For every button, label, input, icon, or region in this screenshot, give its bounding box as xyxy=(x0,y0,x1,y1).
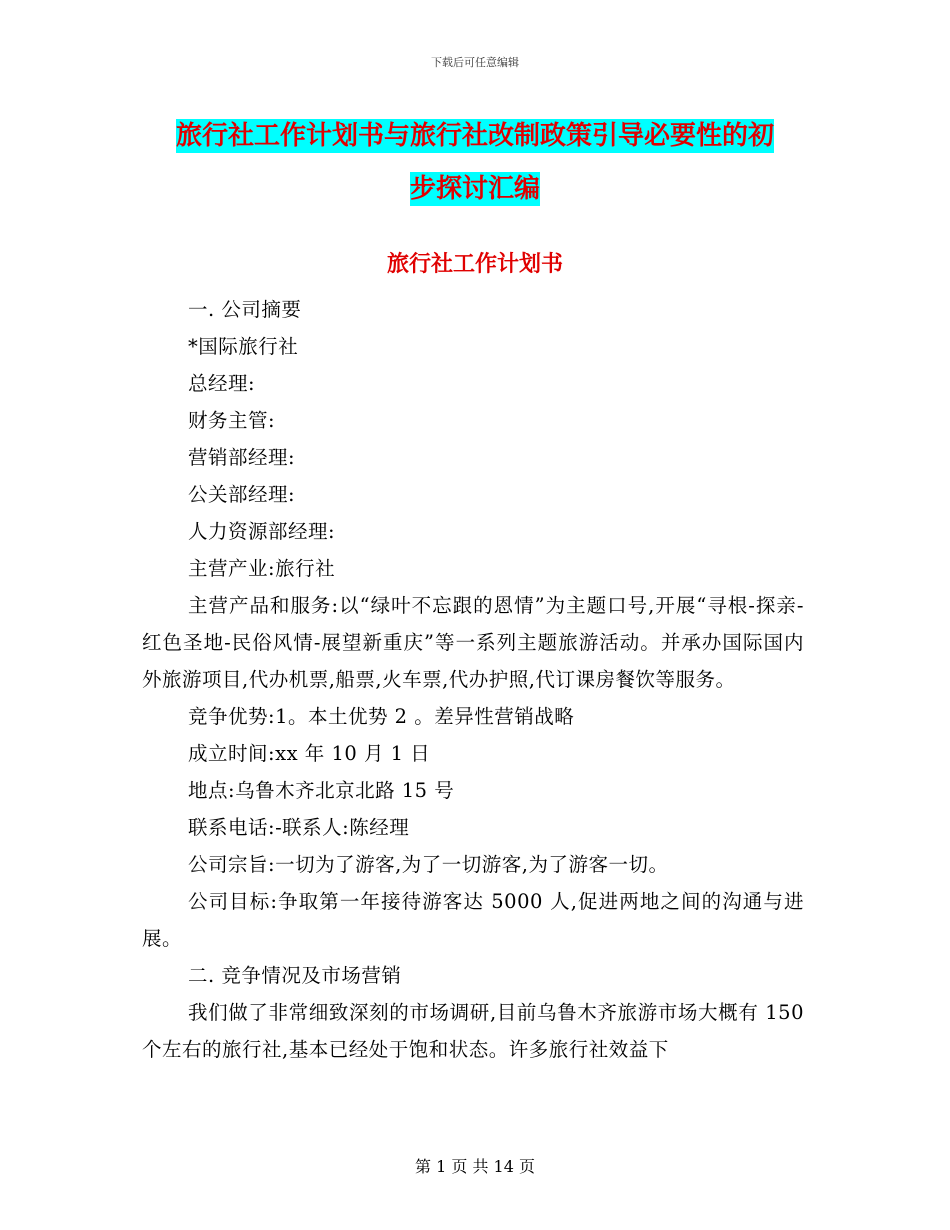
title-line-1: 旅行社工作计划书与旅行社改制政策引导必要性的初 xyxy=(175,121,774,151)
company-purpose: 公司宗旨:一切为了游客,为了一切游客,为了游客一切。 xyxy=(188,853,669,876)
general-manager: 总经理: xyxy=(188,372,256,395)
heading-company-summary: 一. 公司摘要 xyxy=(188,298,302,321)
section-title: 旅行社工作计划书 xyxy=(386,251,563,277)
contact: 联系电话:-联系人:陈经理 xyxy=(188,816,410,839)
pr-manager: 公关部经理: xyxy=(188,483,296,506)
heading-competition-marketing: 二. 竞争情况及市场营销 xyxy=(188,964,402,987)
marketing-manager: 营销部经理: xyxy=(188,446,296,469)
title-line-2: 步探讨汇编 xyxy=(409,174,540,204)
document-body xyxy=(142,291,804,1068)
finance-manager: 财务主管: xyxy=(188,409,276,432)
page-footer: 第 1 页 共 14 页 xyxy=(415,1157,535,1176)
address: 地点:乌鲁木齐北京北路 15 号 xyxy=(188,779,455,802)
founded-date: 成立时间:xx 年 10 月 1 日 xyxy=(188,742,431,765)
main-industry: 主营产业:旅行社 xyxy=(188,557,336,580)
document-title xyxy=(140,110,810,216)
market-research-paragraph: 我们做了非常细致深刻的市场调研,目前乌鲁木齐旅游市场大概有 150 个左右的旅行社,基本已经处于饱和状态。许多旅行社效益下 xyxy=(142,1001,804,1061)
header-note: 下载后可任意编辑 xyxy=(431,56,519,69)
company-name: *国际旅行社 xyxy=(188,335,299,358)
hr-manager: 人力资源部经理: xyxy=(188,520,336,543)
company-goal: 公司目标:争取第一年接待游客达 5000 人,促进两地之间的沟通与进展。 xyxy=(142,890,804,950)
competitive-advantage: 竞争优势:1。本土优势 2 。差异性营销战略 xyxy=(188,705,575,728)
products-services: 主营产品和服务:以“绿叶不忘跟的恩情”为主题口号,开展“寻根-探亲-红色圣地-民俗风情-展望新重庆”等一系列主题旅游活动。并承办国际国内外旅游项目,代办机票,船票,火车票,代办护照,代订课房餐饮等服务。 xyxy=(142,594,804,691)
